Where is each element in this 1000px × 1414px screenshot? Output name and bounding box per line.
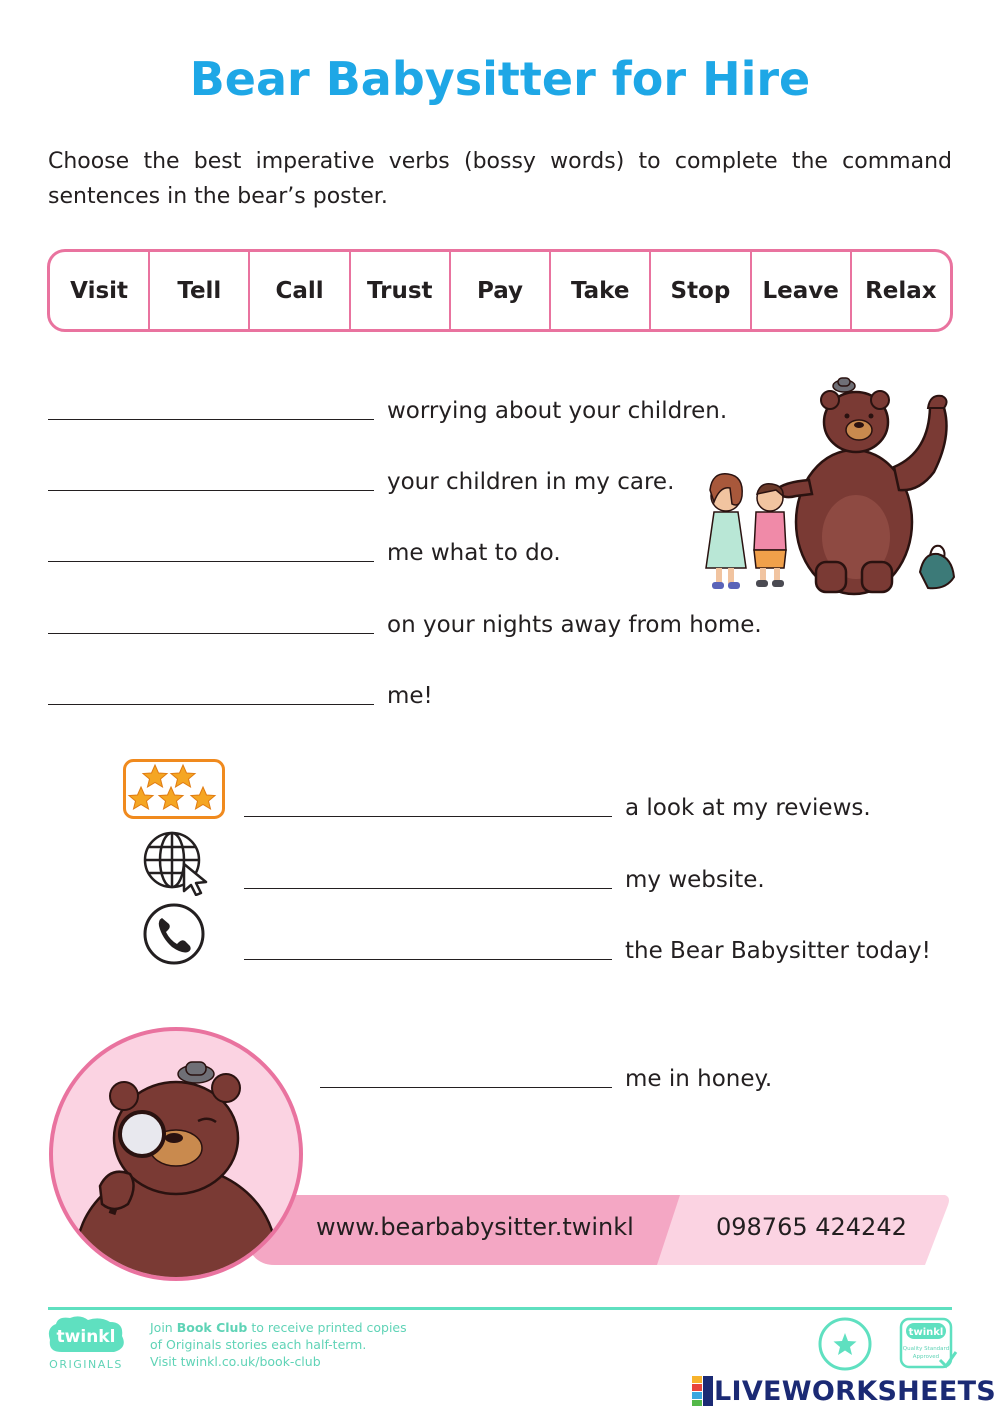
quality-text2: Approved [912, 1354, 940, 1360]
word-bank-item[interactable]: Visit [50, 252, 150, 329]
liveworksheets-watermark [692, 1374, 996, 1408]
word-bank [47, 249, 953, 332]
sentence-row [48, 538, 561, 568]
watermark-text: LIVEWORKSHEETS [714, 1375, 997, 1407]
footer-divider [48, 1307, 952, 1310]
answer-blank[interactable] [48, 489, 374, 491]
sentence-text: me! [387, 683, 433, 709]
phone-number: 098765 424242 [716, 1213, 907, 1241]
footer-line2: of Originals stories each half-term. [150, 1337, 367, 1352]
book-club-info [150, 1319, 430, 1370]
book-club-link[interactable]: Book Club [176, 1320, 248, 1335]
logo-text: twinkl [56, 1327, 116, 1347]
bear-with-children-illustration [684, 372, 958, 602]
instructions: Choose the best imperative verbs (bossy words) to complete the command sentences in the bear’s poster. [48, 149, 952, 209]
sentence-text: worrying about your children. [387, 398, 728, 424]
word-bank-item[interactable]: Call [250, 252, 350, 329]
sentence-text: your children in my care. [387, 469, 675, 495]
sentence-row [320, 1064, 772, 1094]
answer-blank[interactable] [244, 958, 612, 960]
website-url[interactable]: www.bearbabysitter.twinkl [316, 1213, 634, 1241]
footer-line1-pre: Join [150, 1320, 177, 1335]
sentence-text: me in honey. [625, 1066, 773, 1092]
globe-cursor-icon [140, 830, 210, 896]
word-bank-item[interactable]: Take [551, 252, 651, 329]
twinkl-originals-logo [48, 1316, 128, 1374]
answer-blank[interactable] [48, 418, 374, 420]
footer-line3: Visit twinkl.co.uk/book-club [150, 1354, 321, 1369]
quality-standard-badge [898, 1316, 958, 1372]
answer-blank[interactable] [48, 632, 374, 634]
sentence-row [48, 681, 433, 711]
sentence-row [244, 865, 765, 895]
word-bank-item[interactable]: Relax [865, 277, 937, 304]
quality-text1: Quality Standard [902, 1346, 950, 1352]
answer-blank[interactable] [244, 815, 612, 817]
logo-subtext: ORIGINALS [49, 1358, 123, 1371]
sentence-text: a look at my reviews. [625, 795, 871, 821]
word-bank-item[interactable]: Tell [150, 252, 250, 329]
sentence-row [48, 467, 674, 497]
bear-detective-badge [48, 1026, 304, 1282]
answer-blank[interactable] [48, 560, 374, 562]
sentence-text: me what to do. [387, 540, 561, 566]
sentence-row [244, 936, 931, 966]
answer-blank[interactable] [244, 887, 612, 889]
sentence-text: on your nights away from home. [387, 612, 762, 638]
word-bank-item[interactable]: Leave [752, 252, 852, 329]
liveworksheets-mark-icon [692, 1376, 714, 1406]
sentence-text: the Bear Babysitter today! [625, 938, 931, 964]
sentence-text: my website. [625, 867, 765, 893]
word-bank-item[interactable]: Stop [651, 252, 751, 329]
quality-brand: twinkl [908, 1327, 944, 1338]
word-bank-item[interactable]: Pay [451, 252, 551, 329]
page-title: Bear Babysitter for Hire [189, 52, 811, 106]
word-bank-item[interactable]: Trust [351, 252, 451, 329]
five-stars-icon [123, 759, 225, 819]
sentence-row [48, 610, 762, 640]
phone-icon [142, 902, 206, 966]
footer-line1-post: to receive printed copies [247, 1320, 407, 1335]
star-badge-icon [817, 1316, 873, 1372]
answer-blank[interactable] [320, 1086, 612, 1088]
sentence-row [48, 396, 727, 426]
answer-blank[interactable] [48, 703, 374, 705]
sentence-row [244, 793, 871, 823]
